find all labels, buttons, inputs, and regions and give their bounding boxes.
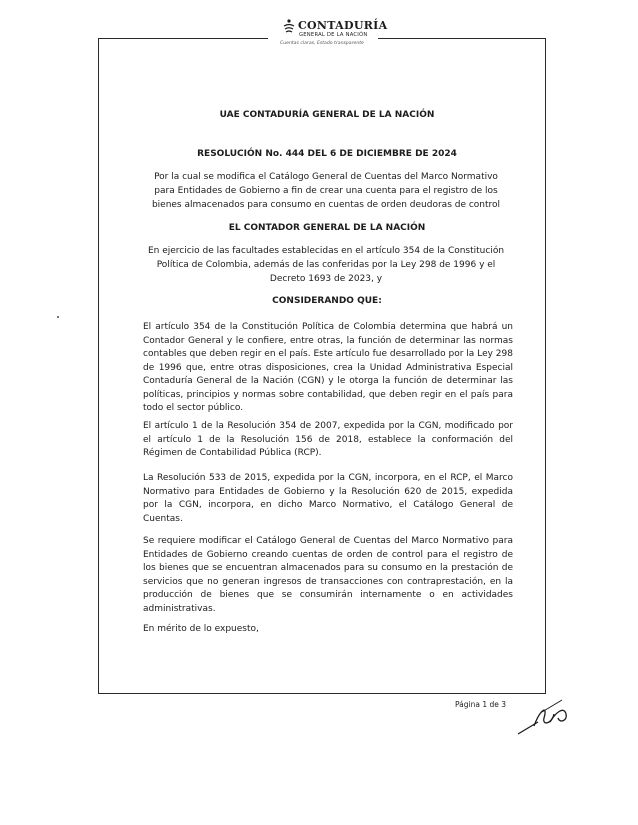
resolution-subject: Por la cual se modifica el Catálogo General de Cuentas del Marco Normativo para Entidades de Gobierno a fin de crear una cuenta para el registro de los bienes almacenados para consumo en cuentas de orden deudoras de control	[151, 172, 501, 210]
considerando-paragraph: Se requiere modificar el Catálogo General de Cuentas del Marco Normativo para Entidades de Gobierno creando cuentas de orden de control para el registro de los bienes que se encuentran almacenados para su consumo en la prestación de servicios que no generan ingresos de transacciones con contraprestación, en la producción de bienes que se consumirán internamente o en actividades administrativas.	[143, 536, 513, 614]
page-border-left	[98, 38, 99, 694]
powers-paragraph: En ejercicio de las facultades establecidas en el artículo 354 de la Constitución Política de Colombia, además de las conferidas por la Ley 298 de 1996 y el Decreto 1693 de 2023, y	[147, 246, 505, 284]
entity-title: UAE CONTADURÍA GENERAL DE LA NACIÓN	[219, 110, 435, 120]
resolution-title: RESOLUCIÓN No. 444 DEL 6 DE DICIEMBRE DE 2024	[197, 149, 457, 159]
cgn-logo	[268, 16, 388, 56]
considerando-heading: CONSIDERANDO QUE:	[272, 296, 382, 306]
authority-heading: EL CONTADOR GENERAL DE LA NACIÓN	[228, 223, 426, 233]
page-border-bottom	[98, 693, 546, 694]
cgn-emblem-icon	[282, 18, 296, 36]
logo-name: CONTADURÍA	[298, 19, 388, 32]
page-border-right	[545, 38, 546, 694]
logo-tagline: Cuentas claras, Estado transparente	[280, 41, 364, 46]
scan-speck	[57, 316, 59, 318]
signature-initials	[514, 694, 574, 738]
closing-phrase: En mérito de lo expuesto,	[143, 624, 259, 634]
considerando-paragraph: La Resolución 533 de 2015, expedida por la CGN, incorpora, en el RCP, el Marco Normativo para Entidades de Gobierno y la Resolución 620 de 2015, expedida por la CGN, incorpora, en dicho Marco Normativo, el Catálogo General de Cuentas.	[143, 473, 513, 524]
considerando-paragraph: El artículo 1 de la Resolución 354 de 2007, expedida por la CGN, modificado por el artículo 1 de la Resolución 156 de 2018, establece la conformación del Régimen de Contabilidad Pública (RCP).	[143, 421, 513, 458]
page-number: Página 1 de 3	[455, 700, 507, 709]
logo-subtitle: GENERAL DE LA NACIÓN	[299, 32, 368, 38]
considerando-paragraph: El artículo 354 de la Constitución Política de Colombia determina que habrá un Contador General y le confiere, entre otras, la función de determinar las normas contables que deben regir en el país. Este artículo fue desarrollado por la Ley 298 de 1996 que, entre otras disposiciones, crea la Unidad Administrativa Especial Contaduría General de la Nación (CGN) y le otorga la función de determinar las políticas, principios y normas sobre contabilidad, que deben regir en el país para todo el sector público.	[143, 322, 513, 413]
